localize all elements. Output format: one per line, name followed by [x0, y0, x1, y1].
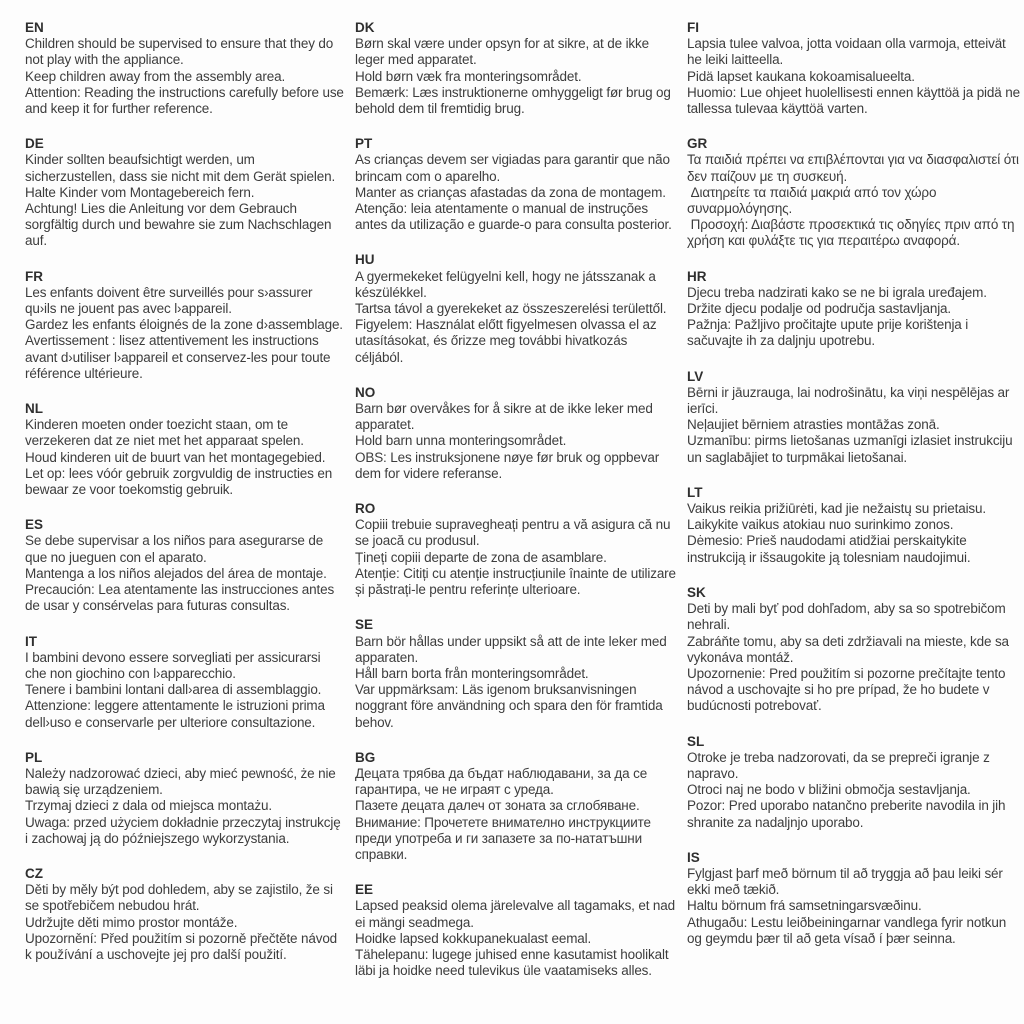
instruction-line: Barn bør overvåkes for å sikre at de ikke leker med apparatet. [355, 401, 657, 433]
lang-block-sk [687, 585, 1020, 715]
lang-block-fi [687, 20, 1024, 117]
language-code: SL [687, 733, 705, 749]
instruction-line: Upozornění: Před použitím si pozorně přečtěte návod k používání a uschovejte jej pro další použití. [25, 930, 341, 962]
language-code: NO [355, 384, 376, 400]
column-2 [355, 20, 680, 998]
instruction-line: Les enfants doivent être surveillés pour s›assurer qu›ils ne jouent pas avec l›appareil. [25, 284, 317, 317]
instruction-line: Udržujte děti mimo prostor montáže. [25, 914, 238, 930]
language-code: GR [687, 136, 708, 152]
instruction-line: Houd kinderen uit de buurt van het montagegebied. [25, 449, 326, 465]
instruction-line: Hold børn væk fra monteringsområdet. [355, 68, 582, 84]
instruction-line: Otroke je treba nadzorovati, da se prepreči igranje z napravo. [687, 749, 994, 781]
lang-block-gr [687, 136, 1023, 249]
instruction-line: Attention: Reading the instructions carefully before use and keep it for further reference. [25, 84, 348, 117]
instruction-line: Uzmanību: pirms lietošanas uzmanīgi izlasiet instrukciju un saglabājiet to turpmākai lietošanai. [687, 433, 1017, 465]
instruction-line: Pozor: Pred uporabo natančno preberite navodila in jih shranite za nadaljnjo uporabo. [687, 798, 1009, 830]
instruction-line: Atenção: leia atentamente o manual de instruções antes da utilização e guarde-o para consulta posterior. [355, 201, 672, 233]
instruction-line: Huomio: Lue ohjeet huolellisesti ennen käyttöä ja pidä ne tallessa tulevaa käyttöä varten. [687, 84, 1024, 117]
language-code: ES [25, 517, 44, 533]
column-3 [687, 20, 1024, 998]
instruction-line: Bērni ir jāuzrauga, lai nodrošinātu, ka viņi nespēlējas ar ierīci. [687, 384, 1013, 417]
lang-block-is [687, 850, 1020, 947]
lang-block-ee [355, 882, 677, 979]
lang-block-pl [25, 750, 345, 847]
language-code: SE [355, 617, 374, 633]
instruction-line: Lapsed peaksid olema järelevalve all tagamaks, et nad ei mängi seadmega. [355, 898, 679, 930]
lang-block-it [25, 634, 345, 731]
instruction-line: Τα παιδιά πρέπει να επιβλέπονται για να διασφαλιστεί ότι δεν παίζουν με τη συσκευή. [687, 152, 1023, 184]
instruction-line: Tenere i bambini lontani dall›area di assemblaggio. [25, 682, 322, 698]
lang-block-hr [687, 269, 1020, 350]
column-1 [25, 20, 348, 998]
lang-block-fr [25, 269, 345, 382]
lang-block-cz [25, 866, 345, 963]
language-code: DK [355, 20, 375, 35]
lang-block-hu [355, 252, 677, 365]
instruction-line: Należy nadzorować dzieci, aby mieć pewność, że nie bawią się urządzeniem. [25, 765, 340, 798]
language-code: FI [687, 20, 699, 35]
language-code: EN [25, 20, 44, 35]
instruction-line: I bambini devono essere sorvegliati per assicurarsi che non giochino con l›apparecchio. [25, 649, 325, 681]
instruction-line: Țineți copiii departe de zona de asamblare. [355, 549, 607, 565]
language-code: CZ [25, 865, 43, 881]
lang-block-nl [25, 401, 345, 498]
instruction-line: Attenzione: leggere attentamente le istruzioni prima dell›uso e conservarle per ulteriore consultazione. [25, 698, 329, 730]
instruction-line: Kinderen moeten onder toezicht staan, om te verzekeren dat ze niet met het apparaat spelen. [25, 417, 304, 449]
instruction-line: Se debe supervisar a los niños para asegurarse de que no jueguen con el aparato. [25, 533, 327, 565]
language-code: PT [355, 136, 373, 152]
lang-block-ro [355, 501, 680, 598]
instruction-line: Djecu treba nadzirati kako se ne bi igrala uređajem. [687, 284, 987, 300]
instruction-line: Внимание: Прочетете внимателно инструкциите преди употреба и ги запазете за по-нататъшни справки. [355, 814, 655, 862]
instruction-line: Dėmesio: Prieš naudodami atidžiai perskaitykite instrukciją ir išsaugokite ją tolesniam naudojimui. [687, 533, 971, 565]
lang-block-de [25, 136, 345, 249]
instruction-line: Haltu börnum frá samsetningarsvæðinu. [687, 898, 922, 914]
language-code: HU [355, 252, 375, 268]
language-code: LV [687, 368, 704, 384]
language-code: HR [687, 268, 707, 284]
instruction-line: OBS: Les instruksjonene nøye før bruk og oppbevar dem for videre referanse. [355, 449, 663, 481]
instruction-line: Tartsa távol a gyerekeket az összeszerelési területtől. [355, 301, 667, 317]
instruction-line: Децата трябва да бъдат наблюдавани, за да се гарантира, че не играят с уреда. [355, 765, 651, 798]
lang-block-dk [355, 20, 677, 117]
instruction-line: Kinder sollten beaufsichtigt werden, um sicherzustellen, dass sie nicht mit dem Gerät spielen. [25, 152, 336, 184]
language-code: FR [25, 268, 43, 284]
instruction-line: Children should be supervised to ensure that they do not play with the appliance. [25, 36, 337, 68]
instruction-line: As crianças devem ser vigiadas para garantir que não brincam com o aparelho. [355, 152, 674, 184]
instruction-line: Deti by mali byť pod dohľadom, aby sa so spotrebičom nehrali. [687, 601, 1010, 633]
instruction-line: Lapsia tulee valvoa, jotta voidaan olla varmoja, etteivät he leiki laitteella. [687, 36, 1010, 68]
instruction-line: Bemærk: Læs instruktionerne omhyggeligt før brug og behold dem til fremtidig brug. [355, 84, 675, 117]
instruction-line: A gyermekeket felügyelni kell, hogy ne játsszanak a készülékkel. [355, 268, 660, 300]
instruction-line: Copiii trebuie supravegheați pentru a vă asigura că nu se joacă cu produsul. [355, 517, 674, 549]
instruction-line: Děti by měly být pod dohledem, aby se zajistilo, že si se spotřebičem nebudou hrát. [25, 882, 337, 914]
instruction-line: Προσοχή: Διαβάστε προσεκτικά τις οδηγίες πριν από τη χρήση και φυλάξτε τις για περαιτέρω αναφορά. [687, 217, 1018, 249]
language-code: RO [355, 501, 376, 517]
lang-block-lv [687, 369, 1020, 466]
instruction-line: Neļaujiet bērniem atrasties montāžas zonā. [687, 417, 940, 433]
instruction-line: Trzymaj dzieci z dala od miejsca montażu. [25, 798, 272, 814]
instruction-line: Pažnja: Pažljivo pročitajte upute prije korištenja i sačuvajte ih za daljnju upotrebu. [687, 317, 972, 349]
instruction-line: Atenție: Citiți cu atenție instrucțiunile înainte de utilizare și păstrați-le pentru referințe ulterioare. [355, 565, 680, 598]
instruction-line: Upozornenie: Pred použitím si pozorne prečítajte tento návod a uschovajte si ho pre prípad, že ho budete v budúcnosti potrebovať. [687, 665, 1009, 714]
language-code: PL [25, 749, 43, 765]
instruction-line: Achtung! Lies die Anleitung vor dem Gebrauch sorgfältig durch und bewahre sie zum Nachschlagen auf. [25, 201, 335, 249]
instruction-line: Pidä lapset kaukana kokoamisalueelta. [687, 68, 915, 84]
lang-block-no [355, 385, 677, 482]
instruction-line: Avertissement : lisez attentivement les instructions avant d›utiliser l›appareil et conservez-les pour toute référence ultérieure. [25, 333, 335, 381]
lang-block-es [25, 517, 345, 614]
lang-block-lt [687, 485, 1020, 566]
instruction-line: Uwaga: przed użyciem dokładnie przeczytaj instrukcję i zachowaj ją do późniejszego wykorzystania. [25, 814, 345, 846]
instruction-line: Athugaðu: Lestu leiðbeiningarnar vandlega fyrir notkun og geymdu þær til að geta vísað í þær seinna. [687, 914, 1010, 946]
instruction-line: Barn bör hållas under uppsikt så att de inte leker med apparaten. [355, 633, 671, 665]
language-code: EE [355, 882, 374, 898]
language-code: IS [687, 849, 700, 865]
instruction-line: Hold barn unna monteringsområdet. [355, 433, 567, 449]
language-code: BG [355, 749, 376, 765]
instruction-line: Håll barn borta från monteringsområdet. [355, 665, 589, 681]
lang-block-en [25, 20, 348, 117]
language-code: NL [25, 401, 43, 417]
instruction-line: Mantenga a los niños alejados del área de montaje. [25, 565, 327, 581]
instruction-line: Manter as crianças afastadas da zona de montagem. [355, 184, 666, 200]
lang-block-pt [355, 136, 677, 233]
instruction-line: Διατηρείτε τα παιδιά μακριά από τον χώρο συναρμολόγησης. [687, 184, 940, 217]
instruction-line: Børn skal være under opsyn for at sikre, at de ikke leger med apparatet. [355, 36, 653, 68]
instruction-line: Figyelem: Használat előtt figyelmesen olvassa el az utasításokat, és őrizze meg további hivatkozás céljából. [355, 317, 661, 365]
instruction-line: Halte Kinder vom Montagebereich fern. [25, 184, 255, 200]
instruction-line: Let op: lees vóór gebruik zorgvuldig de instructies en bewaar ze voor toekomstig gebruik. [25, 465, 336, 498]
columns-container [25, 20, 1024, 998]
lang-block-se [355, 617, 677, 730]
instruction-line: Držite djecu podalje od područja sastavljanja. [687, 301, 952, 317]
instruction-line: Gardez les enfants éloignés de la zone d›assemblage. [25, 317, 343, 333]
instruction-line: Laikykite vaikus atokiau nuo surinkimo zonos. [687, 517, 954, 533]
language-code: SK [687, 584, 706, 600]
instruction-line: Zabráňte tomu, aby sa deti zdržiavali na mieste, kde sa vykonáva montáž. [687, 633, 1013, 665]
lang-block-sl [687, 734, 1020, 831]
instruction-line: Precaución: Lea atentamente las instrucciones antes de usar y consérvelas para futuras consultas. [25, 582, 338, 614]
instruction-line: Пазете децата далеч от зоната за сглобяване. [355, 798, 640, 814]
language-code: DE [25, 136, 44, 152]
instruction-line: Vaikus reikia prižiūrėti, kad jie nežaistų su prietaisu. [687, 501, 986, 517]
instruction-line: Var uppmärksam: Läs igenom bruksanvisningen noggrant före användning och spara den för framtida behov. [355, 682, 667, 730]
instruction-line: Tähelepanu: lugege juhised enne kasutamist hoolikalt läbi ja hoidke need tulevikus üle vaatamiseks alles. [355, 946, 673, 979]
language-code: IT [25, 633, 37, 649]
language-code: LT [687, 484, 703, 500]
lang-block-bg [355, 750, 677, 863]
instruction-line: Otroci naj ne bodo v bližini območja sestavljanja. [687, 782, 971, 798]
instruction-line: Fylgjast þarf með börnum til að tryggja að þau leiki sér ekki með tækið. [687, 865, 1007, 898]
instruction-line: Hoidke lapsed kokkupanekualast eemal. [355, 930, 592, 946]
instruction-line: Keep children away from the assembly area. [25, 68, 286, 84]
